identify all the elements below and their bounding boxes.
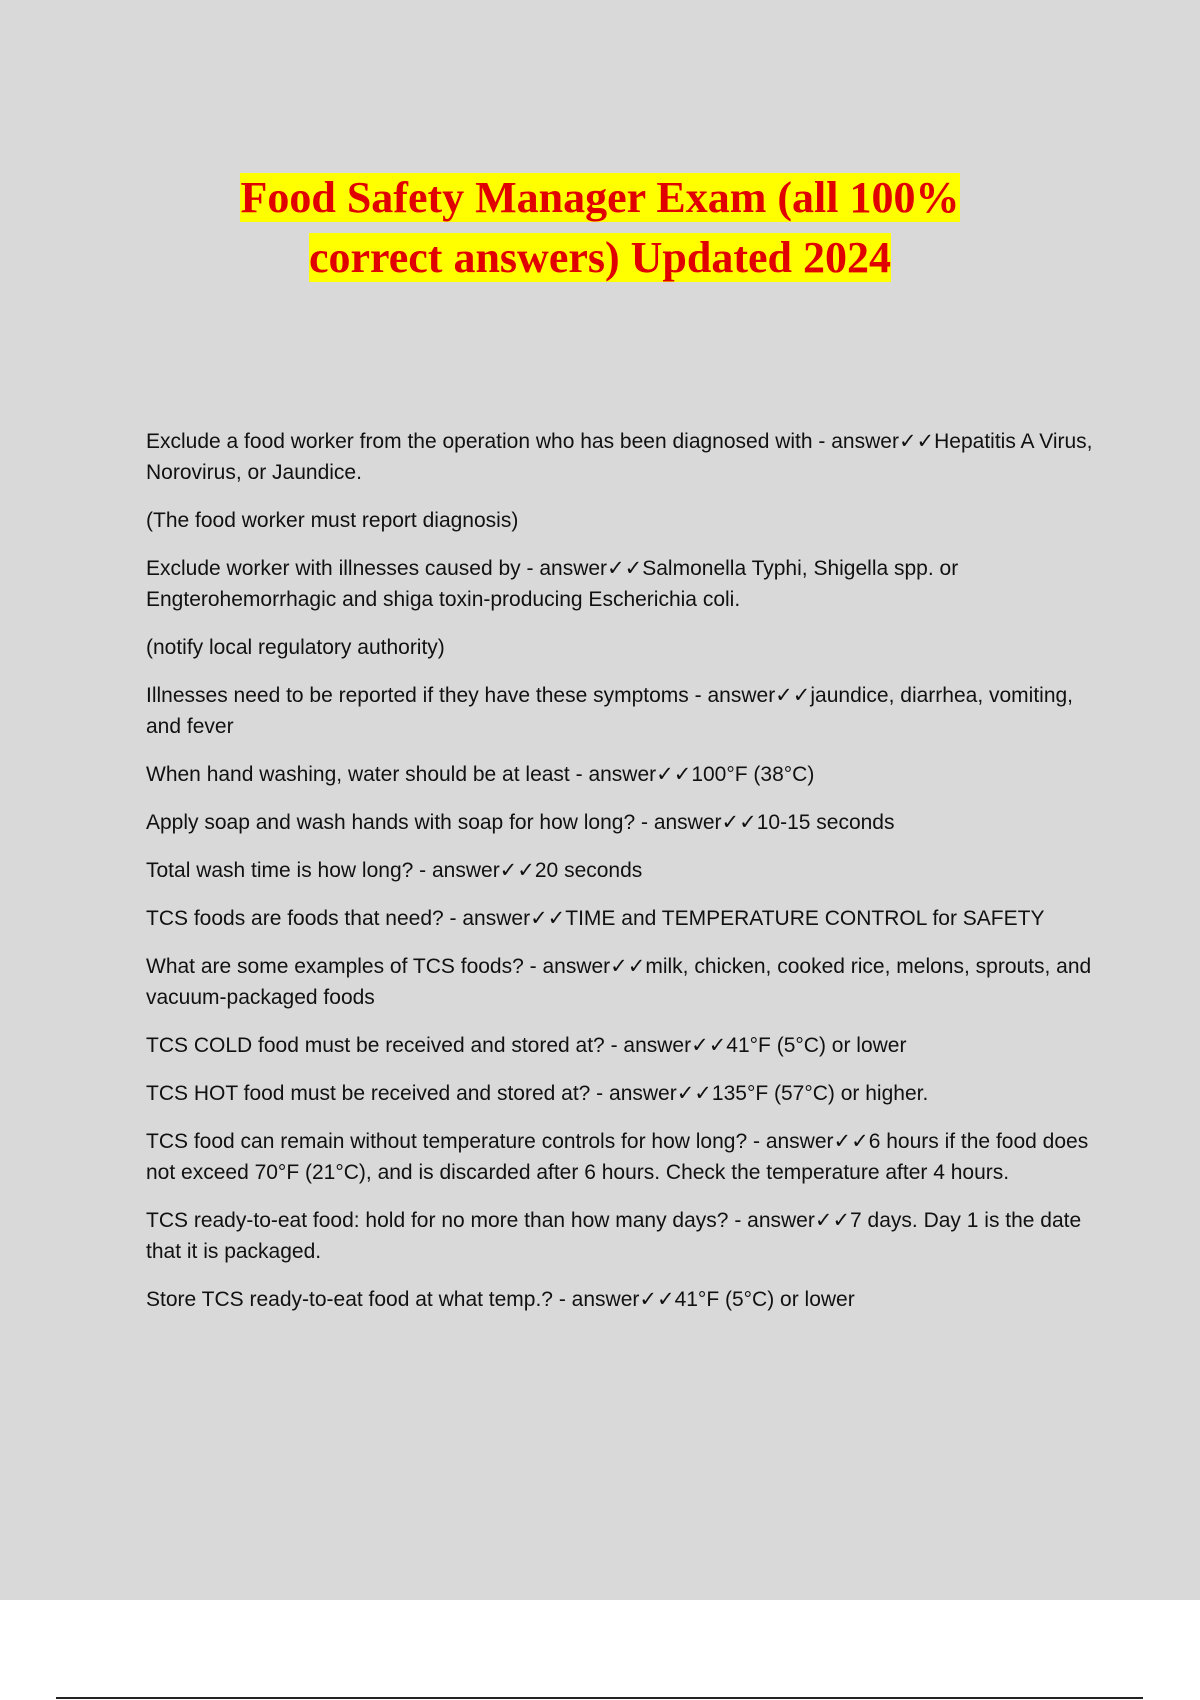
answer-marker: answer✓✓	[542, 955, 646, 978]
qa-item	[146, 553, 1096, 615]
answer-marker: answer✓✓	[831, 430, 935, 453]
answer-marker: answer✓✓	[653, 811, 757, 834]
note-text: (The food worker must report diagnosis)	[146, 509, 519, 532]
note-text: (notify local regulatory authority)	[146, 636, 445, 659]
question-text: Apply soap and wash hands with soap for how long?	[146, 811, 636, 834]
qa-item	[146, 426, 1096, 488]
title-line-1-text: Food Safety Manager Exam (all 100%	[240, 173, 960, 222]
answer-text: TIME and TEMPERATURE CONTROL for SAFETY	[565, 907, 1045, 930]
qa-item	[146, 951, 1096, 1013]
bottom-rule	[56, 1697, 1143, 1699]
qa-item	[146, 759, 1096, 790]
answer-text: 6 hours if the food does not exceed 70°F (21°C), and is discarded after 6 hours. Check the temperature after 4 hours.	[146, 1130, 1089, 1184]
question-text: TCS foods are foods that need?	[146, 907, 444, 930]
answer-text: 41°F (5°C) or lower	[674, 1288, 855, 1311]
answer-text: milk, chicken, cooked rice, melons, sprouts, and vacuum-packaged foods	[146, 955, 1092, 1009]
question-text: Illnesses need to be reported if they have these symptoms	[146, 684, 689, 707]
question-text: TCS HOT food must be received and stored at?	[146, 1082, 591, 1105]
answer-marker: answer✓✓	[707, 684, 811, 707]
answer-text: jaundice, diarrhea, vomiting, and fever	[146, 684, 1074, 738]
title-line-2	[0, 228, 1200, 288]
answer-text: 7 days. Day 1 is the date that it is packaged.	[146, 1209, 1082, 1263]
separator: -	[553, 1288, 572, 1311]
separator: -	[520, 557, 540, 580]
answer-marker: answer✓✓	[431, 859, 535, 882]
answer-marker: answer✓✓	[588, 763, 692, 786]
separator: -	[688, 684, 708, 707]
answer-text: 10-15 seconds	[756, 811, 895, 834]
separator: -	[747, 1130, 766, 1153]
separator: -	[413, 859, 432, 882]
question-text: Store TCS ready-to-eat food at what temp.?	[146, 1288, 553, 1311]
answer-marker: answer✓✓	[747, 1209, 851, 1232]
question-text: TCS COLD food must be received and stored at?	[146, 1034, 605, 1057]
question-text: When hand washing, water should be at least	[146, 763, 570, 786]
answer-text: Salmonella Typhi, Shigella spp. or Engterohemorrhagic and shiga toxin-producing Escherichia coli.	[146, 557, 959, 611]
question-text: What are some examples of TCS foods?	[146, 955, 524, 978]
qa-note	[146, 505, 1096, 536]
answer-marker: answer✓✓	[609, 1082, 712, 1105]
qa-list	[146, 426, 1096, 1332]
document-title	[0, 168, 1200, 288]
answer-marker: answer✓✓	[571, 1288, 675, 1311]
qa-item	[146, 1284, 1096, 1315]
qa-item	[146, 807, 1096, 838]
qa-item	[146, 1205, 1096, 1267]
separator: -	[812, 430, 832, 453]
qa-item	[146, 1126, 1096, 1188]
answer-marker: answer✓✓	[623, 1034, 727, 1057]
title-line-2-text: correct answers) Updated 2024	[308, 233, 892, 282]
separator: -	[635, 811, 654, 834]
separator: -	[590, 1082, 610, 1105]
qa-note	[146, 632, 1096, 663]
answer-text: Hepatitis A Virus, Norovirus, or Jaundice.	[146, 430, 1093, 484]
qa-item	[146, 855, 1096, 886]
qa-item	[146, 903, 1096, 934]
answer-marker: answer✓✓	[765, 1130, 869, 1153]
answer-text: 41°F (5°C) or lower	[726, 1034, 907, 1057]
qa-item	[146, 1078, 1096, 1109]
answer-marker: answer✓✓	[462, 907, 566, 930]
answer-marker: answer✓✓	[539, 557, 643, 580]
separator: -	[443, 907, 463, 930]
separator: -	[604, 1034, 624, 1057]
question-text: TCS food can remain without temperature controls for how long?	[146, 1130, 748, 1153]
question-text: TCS ready-to-eat food: hold for no more than how many days?	[146, 1209, 729, 1232]
qa-item	[146, 680, 1096, 742]
qa-item	[146, 1030, 1096, 1061]
title-line-1	[0, 168, 1200, 228]
question-text: Exclude a food worker from the operation who has been diagnosed with	[146, 430, 813, 453]
answer-text: 135°F (57°C) or higher.	[711, 1082, 929, 1105]
separator: -	[728, 1209, 748, 1232]
question-text: Exclude worker with illnesses caused by	[146, 557, 521, 580]
answer-text: 100°F (38°C)	[691, 763, 815, 786]
separator: -	[569, 763, 589, 786]
answer-text: 20 seconds	[534, 859, 643, 882]
separator: -	[523, 955, 543, 978]
question-text: Total wash time is how long?	[146, 859, 414, 882]
